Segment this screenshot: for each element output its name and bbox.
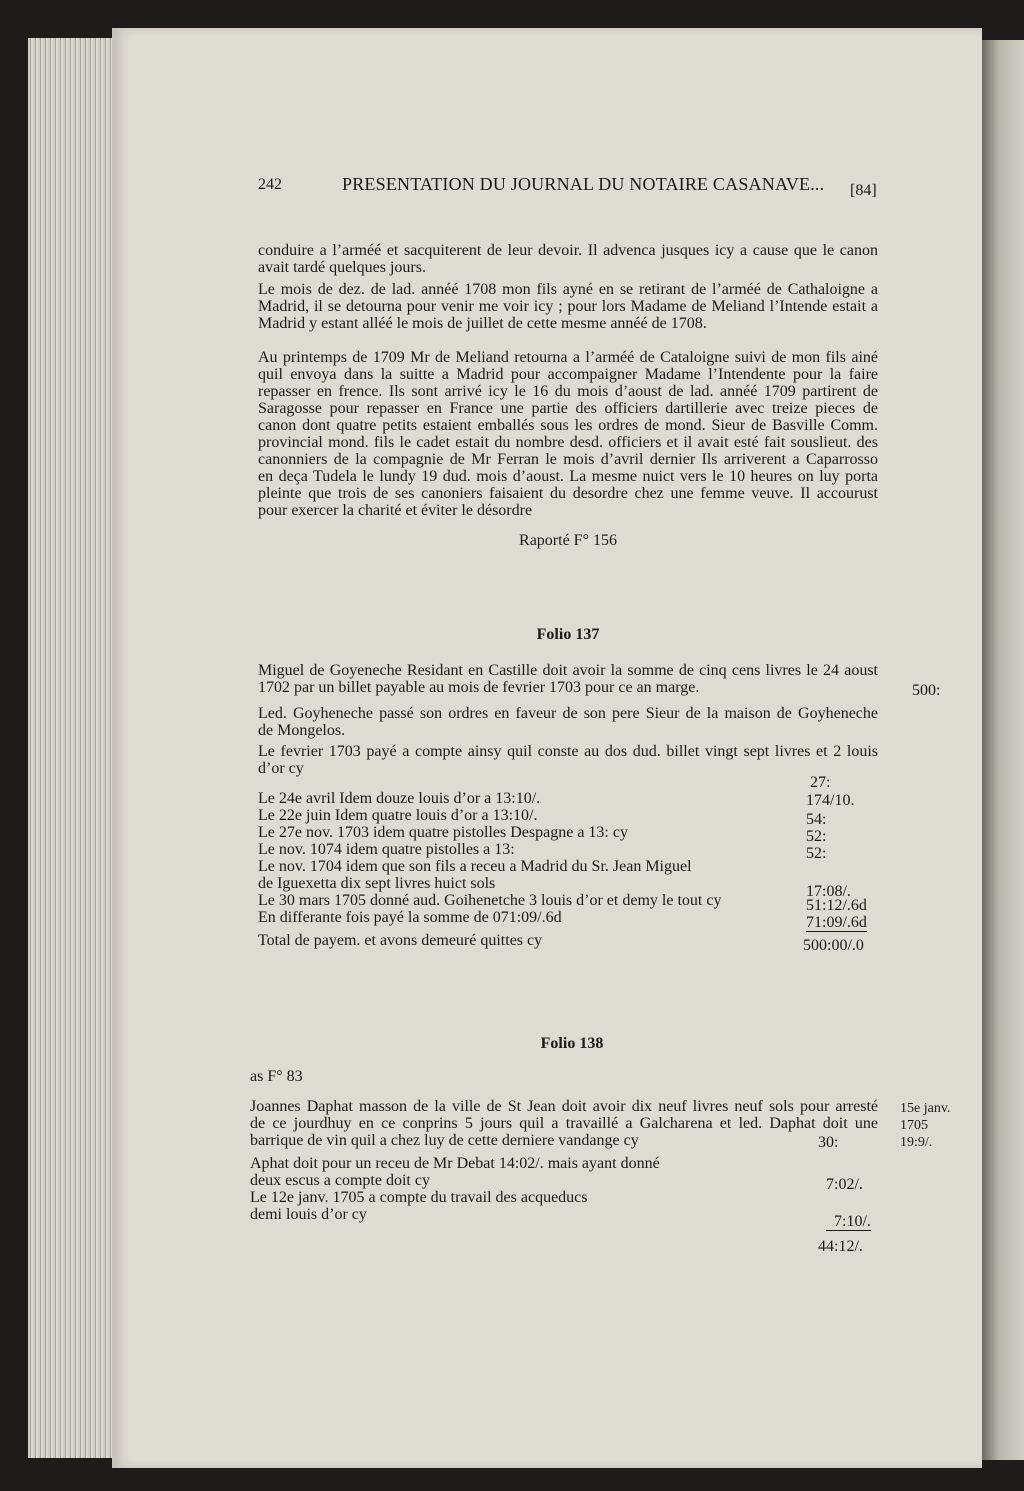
entry-amount: 51:12/.6d — [806, 897, 867, 914]
entry-text: de Iguexetta dix sept livres huict sols — [258, 875, 496, 892]
paragraph — [258, 705, 878, 739]
entry-text: Le nov. 1074 idem quatre pistolles a 13: — [258, 841, 515, 858]
total-row — [258, 932, 908, 954]
text-line: Madrid, il se detourna pour venir me voir icy ; pour lors Madame de Meliand l’Intende estait a — [258, 298, 878, 315]
paragraph — [258, 662, 878, 696]
paragraph — [258, 242, 878, 276]
entry-amount: 71:09/.6d — [806, 914, 867, 931]
margin-note — [900, 1100, 950, 1151]
margin-amount: 500: — [912, 682, 941, 699]
text-line: Madrid y estant alléé le mois de juillet de cette mesme annéé de 1708. — [258, 315, 707, 332]
entry-text: En differante fois payé la somme de 071:09/.6d — [258, 909, 562, 926]
text-line: conduire a l’arméé et sacquiterent de leur devoir. Il advenca jusques icy a cause que le canon — [258, 242, 878, 259]
text-line: Au printemps de 1709 Mr de Meliand retourna a l’arméé de Cataloigne suivi de mon fils ainé — [258, 349, 878, 366]
text-line: Saragosse pour repasser en France une partie des officiers dartillerie avec treize pieces de — [258, 400, 878, 417]
ledger-row — [258, 841, 908, 862]
entry-amount: 52: — [806, 845, 827, 862]
entry-text: Le nov. 1704 idem que son fils a receu a Madrid du Sr. Jean Miguel — [258, 858, 692, 875]
text-line: de ce jourdhuy en ce conprins 5 jours quil a travaillé a Galcharena et led. Daphat doit une — [250, 1115, 878, 1132]
folio-137-heading: Folio 137 — [536, 626, 600, 643]
entry-amount: 17:08/. — [806, 883, 851, 900]
raporte-note: Raporté F° 156 — [519, 532, 617, 549]
margin-date: 15e janv. — [900, 1101, 951, 1116]
paragraph — [250, 1155, 660, 1223]
text-line: Led. Goyheneche passé son ordres en faveur de son pere Sieur de la maison de Goyheneche — [258, 705, 878, 722]
text-line: canon dont quatre petits estaient emballés sous les ordres de mond. Sieur de Basville Comm. — [258, 417, 878, 434]
entry-amount: 54: — [806, 811, 827, 828]
ledger-row — [258, 790, 908, 807]
text-line: 1702 par un billet payable au mois de fevrier 1703 pour ce an marge. — [258, 679, 700, 696]
ledger-row — [258, 892, 908, 914]
entry-text: Le 30 mars 1705 donné aud. Goihenetche 3 louis d’or et demy le tout cy — [258, 892, 722, 909]
entry-amount: 174/10. — [806, 792, 855, 809]
text-line: Le fevrier 1703 payé a compte ainsy quil conste au dos dud. billet vingt sept livres et 2 louis — [258, 743, 878, 760]
text-line: deux escus a compte doit cy — [250, 1172, 430, 1189]
text-line: pour exercer la charité et éviter le désordre — [258, 502, 533, 519]
text-line: provincial mond. fils le cadet estait du nombre desd. officiers et il avait esté fait souslieut. des — [258, 434, 878, 451]
ledger-row — [258, 824, 908, 845]
facing-page-edge — [982, 40, 1024, 1460]
paragraph — [258, 349, 878, 519]
ledger-entries — [258, 790, 908, 954]
amount: 30: — [818, 1134, 839, 1151]
margin-amount: 19:9/. — [900, 1135, 933, 1150]
paragraph — [258, 743, 878, 777]
total-text: Total de payem. et avons demeuré quittes cy — [258, 932, 543, 949]
ledger-row — [258, 875, 908, 900]
text-line: Miguel de Goyeneche Residant en Castille doit avoir la somme de cinq cens livres le 24 aoust — [258, 662, 878, 679]
text-line: avait tardé quelques jours. — [258, 259, 426, 276]
book-page-edges — [28, 38, 118, 1458]
amount: 27: — [810, 774, 831, 791]
text-line: canonniers de la compagnie de Mr Ferran le mois d’avril dernier Ils arriverent a Caparrosso — [258, 451, 878, 468]
amount: 7:10/. — [826, 1213, 871, 1231]
text-line: Joannes Daphat masson de la ville de St Jean doit avoir dix neuf livres neuf sols pour arresté — [250, 1098, 878, 1115]
text-line: pleinte que trois de ses canoniers faisaient du desordre chez une femme veuve. Il accourust — [258, 485, 878, 502]
text-line: quil envoya dans la suitte a Madrid pour accompaigner Madame l’Intendente pour la faire — [258, 366, 878, 383]
ledger-row — [258, 909, 908, 931]
entry-text: Le 22e juin Idem quatre louis d’or a 13:10/. — [258, 807, 538, 824]
entry-amount: 52: — [806, 828, 827, 845]
entry-text: Le 24e avril Idem douze louis d’or a 13:10/. — [258, 790, 541, 807]
running-title: PRESENTATION DU JOURNAL DU NOTAIRE CASANAVE... — [342, 174, 825, 194]
text-line: barrique de vin quil a chez luy de cette derniere vandange cy — [250, 1132, 639, 1149]
margin-year: 1705 — [900, 1118, 928, 1133]
paragraph — [258, 281, 878, 332]
ledger-row — [258, 858, 908, 875]
text-line: Aphat doit pour un receu de Mr Debat 14:02/. mais ayant donné — [250, 1155, 660, 1172]
paragraph — [250, 1098, 878, 1149]
bracket-page-number: [84] — [850, 182, 877, 199]
ledger-row — [258, 807, 908, 828]
text-line: repasser en frence. Ils sont arrivé icy le 16 du mois d’aoust de lad. annéé 1709 partirent de — [258, 383, 878, 400]
entry-text: Le 27e nov. 1703 idem quatre pistolles Despagne a 13: cy — [258, 824, 628, 841]
amount: 7:02/. — [826, 1176, 863, 1193]
folio-reference: as F° 83 — [250, 1068, 303, 1085]
page-number: 242 — [258, 176, 282, 193]
folio-138-heading: Folio 138 — [540, 1035, 604, 1052]
total-amount: 44:12/. — [818, 1238, 863, 1255]
text-line: en deça Tudela le lundy 19 dud. mois d’aoust. La mesme nuict vers le 10 heures on luy porta — [258, 468, 878, 485]
text-line: demi louis d’or cy — [250, 1206, 367, 1223]
total-amount: 500:00/.0 — [803, 937, 864, 954]
text-line: Le mois de dez. de lad. annéé 1708 mon fils ayné en se retirant de l’arméé de Cathaloigne a — [258, 281, 878, 298]
text-line: de Mongelos. — [258, 722, 346, 739]
text-line: Le 12e janv. 1705 a compte du travail des acqueducs — [250, 1189, 588, 1206]
text-line: d’or cy — [258, 760, 304, 777]
